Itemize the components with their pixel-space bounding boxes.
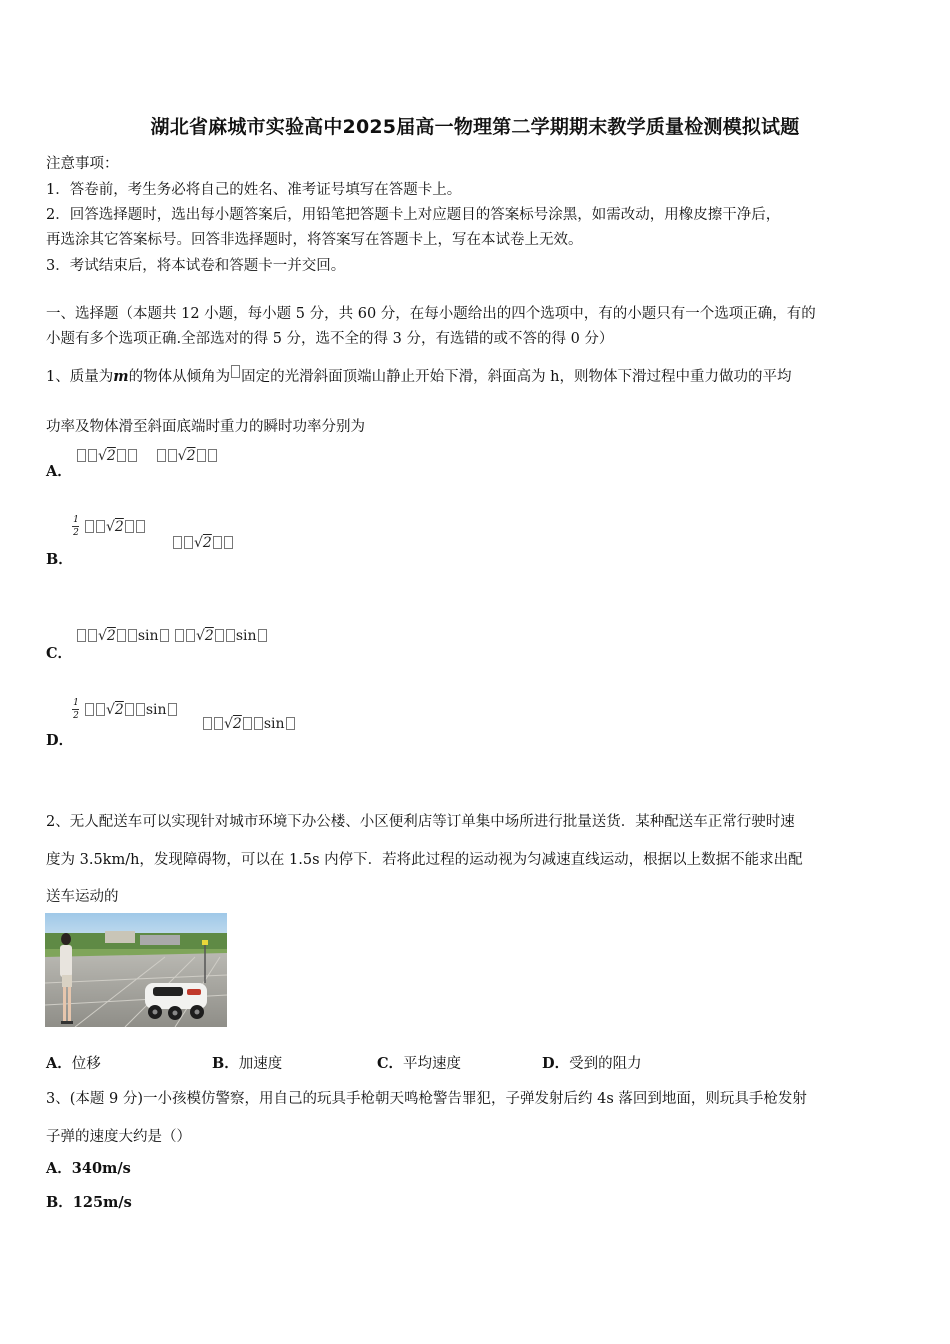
notice-item-2: 2．回答选择题时，选出每小题答案后，用铅笔把答题卡上对应题目的答案标号涂黑，如需改动，用橡皮擦干净后， [46, 207, 781, 223]
q2-stem-line1: 2、无人配送车可以实现针对城市环境下办公楼、小区便利店等订单集中场所进行批量送货．某种配送车正常行驶时速 [46, 814, 795, 830]
notice-item-2-cont: 再选涂其它答案标号。回答非选择题时，将答案写在答题卡上，写在本试卷上无效。 [46, 232, 583, 248]
q3-stem-line2: 子弹的速度大约是（） [46, 1129, 191, 1145]
q1-option-b-formula-1: √2 [84, 519, 146, 535]
q2-stem-line3: 送车运动的 [46, 889, 119, 905]
q1-option-d-formula-2: √2 sin [202, 716, 296, 732]
q3-option-a: A．340m/s [46, 1160, 131, 1177]
q1-option-a-letter: A． [46, 463, 72, 480]
q1-option-c-formula: √2 sin √2 sin [76, 628, 268, 644]
q1-stem-a: 1、质量为 [46, 369, 114, 385]
section-instructions-2: 小题有多个选项正确.全部选对的得 5 分，选不全的得 3 分，有选错的或不答的得 0 分） [46, 331, 614, 347]
q2-choice-b: B．加速度 [212, 1055, 283, 1072]
q2-choice-c: C．平均速度 [377, 1055, 462, 1072]
sqrt-symbol: √ [177, 448, 187, 464]
q1-mass-symbol: m [113, 368, 129, 385]
q1-option-d-letter: D． [46, 732, 74, 749]
q1-stem-b: 的物体从倾角为 [128, 369, 231, 385]
q1-stem-line1 [46, 365, 916, 386]
q1-stem-c: 固定的光滑斜面顶端山静止开始下滑，斜面高为 h，则物体下滑过程中重力做功的平均 [241, 369, 792, 385]
sqrt-symbol: √ [98, 448, 107, 464]
q2-choice-d: D．受到的阻力 [542, 1055, 642, 1072]
exam-title: 湖北省麻城市实验高中2025届高一物理第二学期期末教学质量检测模拟试题 [150, 116, 800, 138]
q3-stem-line1: 3、(本题 9 分)一小孩模仿警察，用自己的玩具手枪朝天鸣枪警告罪犯，子弹发射后约 4s 落回到地面，则玩具手枪发射 [46, 1091, 807, 1107]
q1-option-b-fraction: 1 2 [73, 515, 79, 538]
q1-option-d-formula-1: √2 sin [84, 702, 178, 718]
section-instructions-1: 一、选择题（本题共 12 小题，每小题 5 分，共 60 分，在每小题给出的四个选项中，有的小题只有一个选项正确，有的 [46, 306, 816, 322]
q1-option-b-formula-2: √2 [172, 535, 234, 551]
q1-option-d-fraction: 1 2 [73, 698, 79, 721]
delivery-robot-photo [45, 913, 227, 1027]
notice-item-1: 1．答卷前，考生务必将自己的姓名、准考证号填写在答题卡上。 [46, 182, 462, 198]
q2-choice-a: A．位移 [46, 1055, 101, 1072]
q1-option-c-letter: C． [46, 645, 73, 662]
q1-angle-placeholder [230, 369, 241, 385]
q3-option-b: B．125m/s [46, 1194, 132, 1211]
q1-option-b-letter: B． [46, 551, 73, 568]
q1-stem-line2: 功率及物体滑至斜面底端时重力的瞬时功率分别为 [46, 419, 365, 435]
q1-option-a-formula: √2 √2 [76, 448, 218, 464]
notice-heading: 注意事项： [46, 156, 119, 172]
notice-item-3: 3．考试结束后，将本试卷和答题卡一并交回。 [46, 258, 346, 274]
q2-stem-line2: 度为 3.5km/h，发现障碍物，可以在 1.5s 内停下．若将此过程的运动视为匀减速直线运动，根据以上数据不能求出配 [46, 852, 803, 868]
